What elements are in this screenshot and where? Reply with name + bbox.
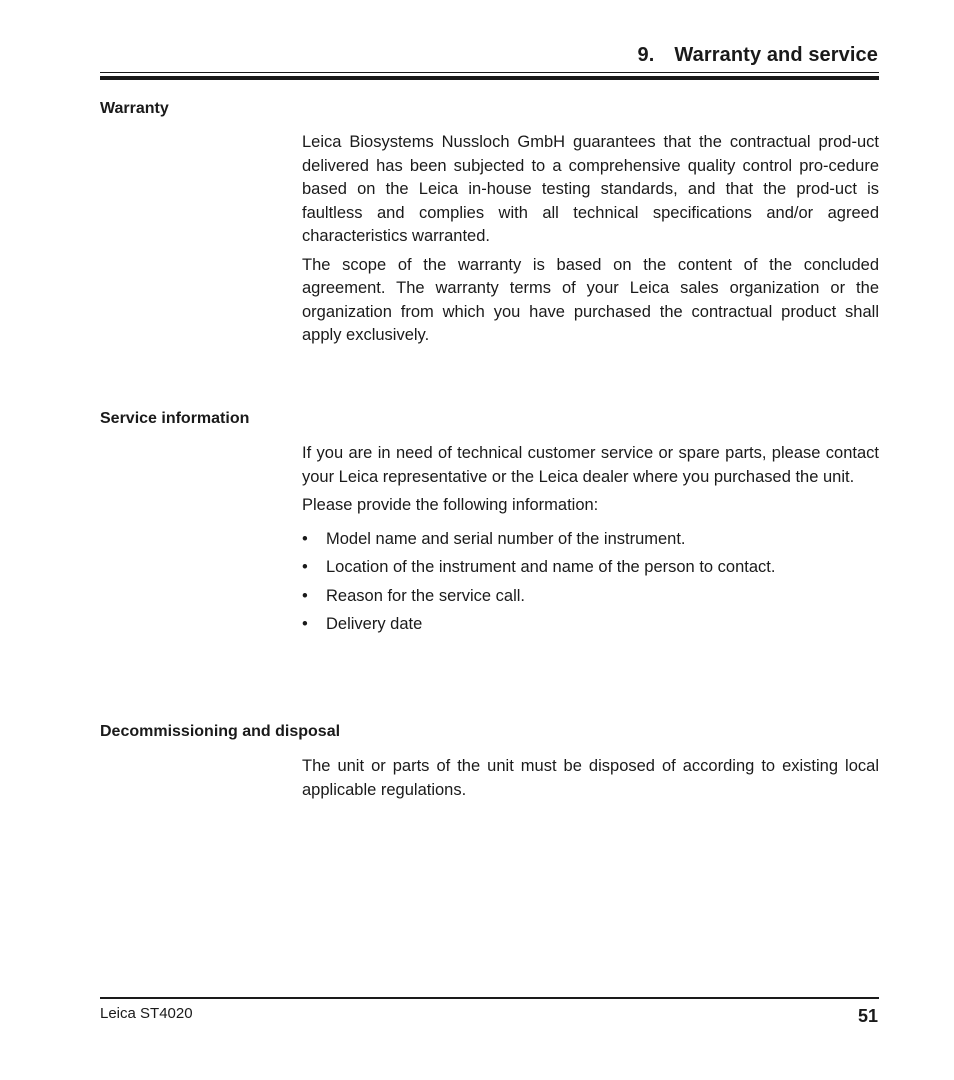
chapter-number: 9.	[637, 44, 655, 66]
header-rule-thin	[100, 72, 879, 73]
section-heading-disposal: Decommissioning and disposal	[100, 723, 341, 740]
bullet-icon: •	[302, 529, 308, 548]
list-item: • Model name and serial number of the instrument.	[302, 528, 879, 552]
list-item: • Reason for the service call.	[302, 585, 879, 609]
warranty-paragraph: The scope of the warranty is based on the content of the concluded agreement. The warranty terms of your Leica sales organization or the organization from which you have purchased the contractual product shall apply exclusively.	[302, 255, 879, 344]
page-number: 51	[857, 1006, 878, 1026]
service-paragraph: Please provide the following information:	[302, 496, 599, 514]
list-item: • Delivery date	[302, 613, 879, 637]
chapter-title-text: Warranty and service	[674, 44, 878, 66]
section-body-warranty	[302, 131, 879, 353]
footer-rule	[100, 997, 879, 999]
section-body-service	[302, 442, 879, 642]
section-heading-service: Service information	[100, 410, 250, 427]
disposal-paragraph: The unit or parts of the unit must be disposed of according to existing local applicable regulations.	[302, 757, 879, 799]
section-body-disposal	[302, 755, 879, 807]
bullet-icon: •	[302, 558, 308, 576]
section-heading-warranty: Warranty	[100, 100, 169, 117]
bullet-icon: •	[302, 586, 308, 605]
footer-product-name: Leica ST4020	[100, 1005, 193, 1022]
service-paragraph: If you are in need of technical customer service or spare parts, please contact your Leica representative or the Leica dealer where you purchased the unit.	[302, 444, 879, 486]
bullet-icon: •	[302, 615, 308, 633]
header-rule-thick	[100, 76, 879, 80]
chapter-title	[638, 44, 878, 67]
list-item: • Location of the instrument and name of the person to contact.	[302, 556, 879, 580]
service-info-list	[302, 528, 879, 637]
warranty-paragraph: Leica Biosystems Nussloch GmbH guarantees that the contractual prod-uct delivered has been subjected to a comprehensive quality control pro-cedure based on the Leica in-house testing standards, and that the prod-uct is faultless and complies with all technical specifications and/or agreed characteristics warranted.	[302, 133, 879, 245]
